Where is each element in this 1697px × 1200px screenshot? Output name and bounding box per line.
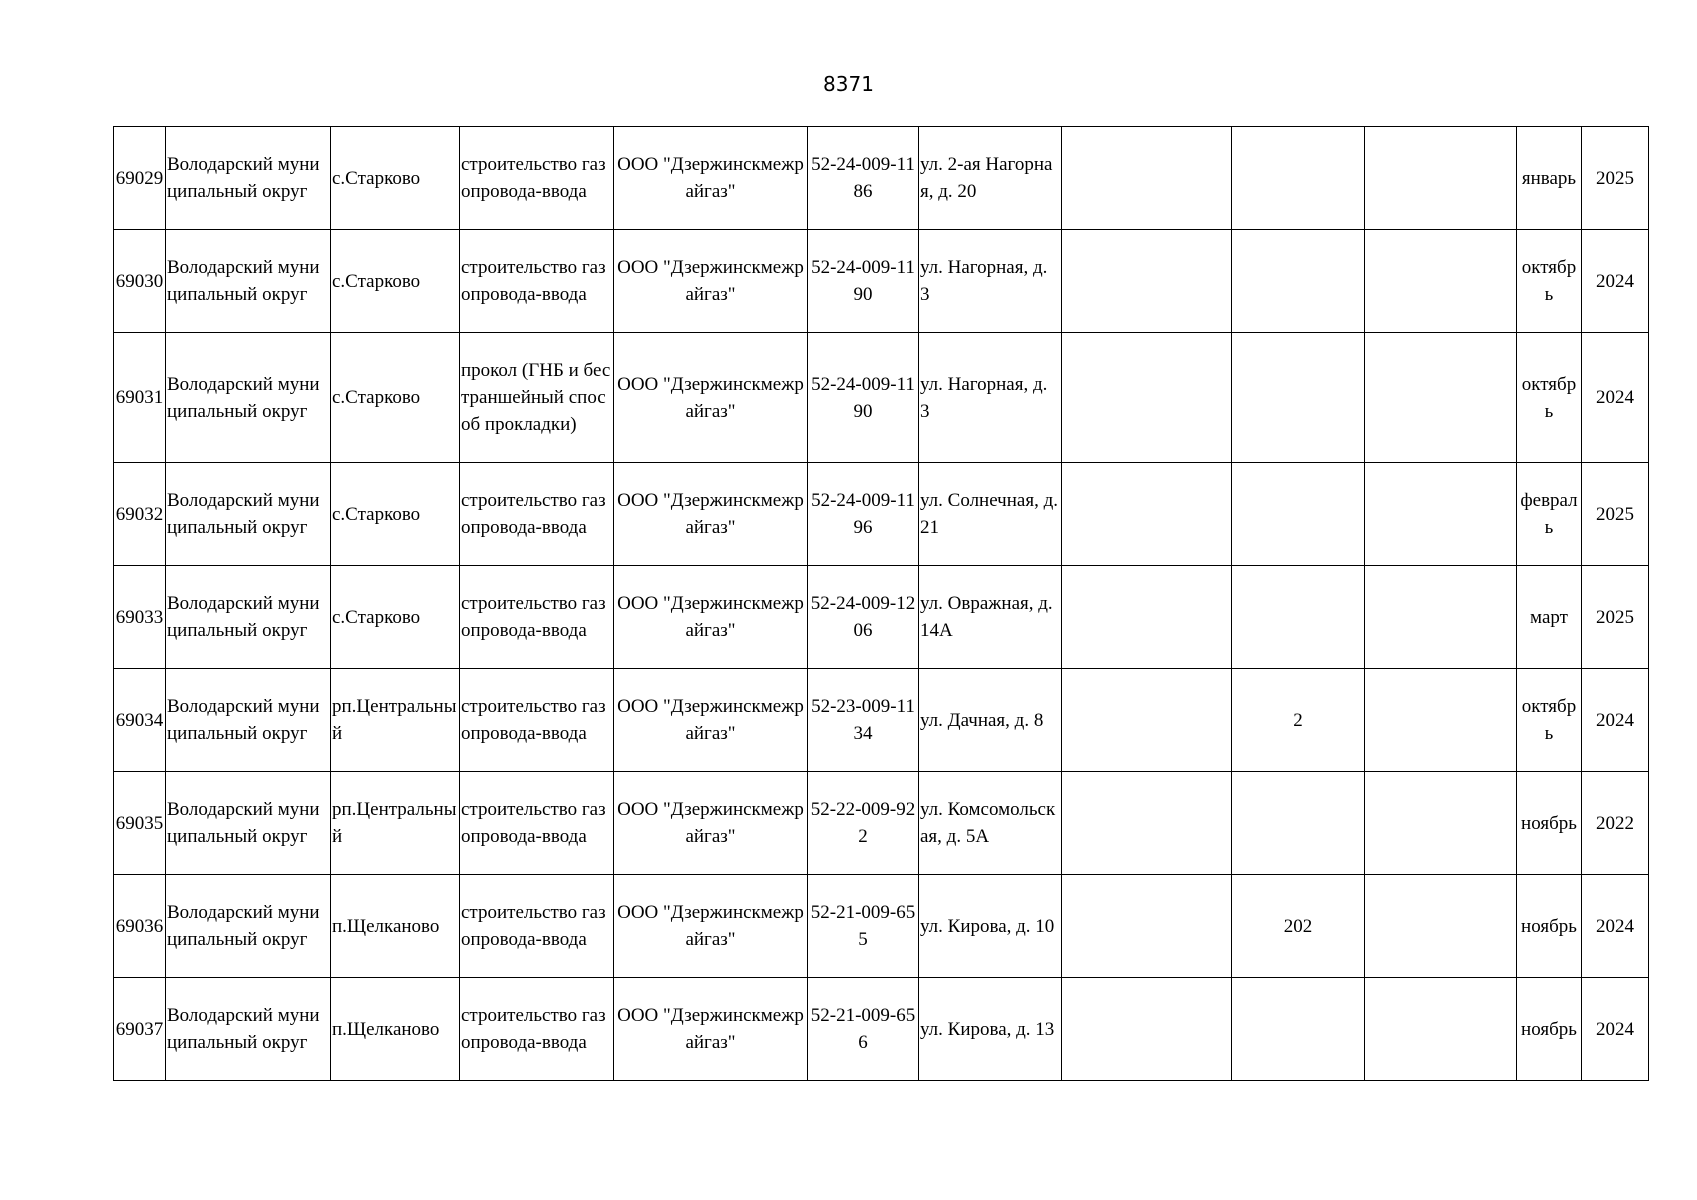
month-cell: ноябрь (1517, 772, 1582, 875)
empty-cell (1365, 978, 1517, 1081)
organization-cell: ООО "Дзержинскмежрайгаз" (614, 333, 808, 463)
organization-cell: ООО "Дзержинскмежрайгаз" (614, 127, 808, 230)
district-cell: Володарский муниципальный округ (166, 566, 331, 669)
value-cell: 2 (1232, 669, 1365, 772)
empty-cell (1365, 127, 1517, 230)
year-cell: 2024 (1582, 230, 1649, 333)
address-cell: ул. Дачная, д. 8 (919, 669, 1062, 772)
value-cell (1232, 978, 1365, 1081)
work-type-cell: строительство газопровода-ввода (460, 463, 614, 566)
page-number: 8371 (823, 72, 874, 96)
table-row (114, 463, 1649, 566)
settlement-cell: с.Старково (331, 333, 460, 463)
month-cell: ноябрь (1517, 875, 1582, 978)
table-row (114, 875, 1649, 978)
work-type-cell: строительство газопровода-ввода (460, 566, 614, 669)
month-cell: январь (1517, 127, 1582, 230)
empty-cell (1062, 669, 1232, 772)
organization-cell: ООО "Дзержинскмежрайгаз" (614, 875, 808, 978)
district-cell: Володарский муниципальный округ (166, 978, 331, 1081)
value-cell (1232, 333, 1365, 463)
settlement-cell: рп.Центральный (331, 669, 460, 772)
settlement-cell: с.Старково (331, 566, 460, 669)
settlement-cell: с.Старково (331, 230, 460, 333)
organization-cell: ООО "Дзержинскмежрайгаз" (614, 978, 808, 1081)
row-number: 69031 (114, 333, 166, 463)
organization-cell: ООО "Дзержинскмежрайгаз" (614, 463, 808, 566)
year-cell: 2025 (1582, 566, 1649, 669)
object-code-cell: 52-21-009-656 (808, 978, 919, 1081)
year-cell: 2025 (1582, 463, 1649, 566)
value-cell (1232, 772, 1365, 875)
table-row (114, 669, 1649, 772)
object-code-cell: 52-22-009-922 (808, 772, 919, 875)
settlement-cell: п.Щелканово (331, 875, 460, 978)
address-cell: ул. 2-ая Нагорная, д. 20 (919, 127, 1062, 230)
work-type-cell: строительство газопровода-ввода (460, 772, 614, 875)
gas-pipeline-registry-table (113, 126, 1649, 1081)
object-code-cell: 52-21-009-655 (808, 875, 919, 978)
work-type-cell: строительство газопровода-ввода (460, 230, 614, 333)
empty-cell (1365, 772, 1517, 875)
empty-cell (1062, 333, 1232, 463)
organization-cell: ООО "Дзержинскмежрайгаз" (614, 772, 808, 875)
month-cell: февраль (1517, 463, 1582, 566)
work-type-cell: прокол (ГНБ и бестраншейный способ прокладки) (460, 333, 614, 463)
empty-cell (1062, 978, 1232, 1081)
row-number: 69037 (114, 978, 166, 1081)
year-cell: 2024 (1582, 333, 1649, 463)
settlement-cell: с.Старково (331, 127, 460, 230)
table-row (114, 978, 1649, 1081)
table-row (114, 127, 1649, 230)
work-type-cell: строительство газопровода-ввода (460, 875, 614, 978)
address-cell: ул. Овражная, д. 14А (919, 566, 1062, 669)
year-cell: 2022 (1582, 772, 1649, 875)
district-cell: Володарский муниципальный округ (166, 772, 331, 875)
empty-cell (1062, 566, 1232, 669)
organization-cell: ООО "Дзержинскмежрайгаз" (614, 669, 808, 772)
district-cell: Володарский муниципальный округ (166, 127, 331, 230)
object-code-cell: 52-24-009-1206 (808, 566, 919, 669)
settlement-cell: п.Щелканово (331, 978, 460, 1081)
month-cell: март (1517, 566, 1582, 669)
address-cell: ул. Нагорная, д. 3 (919, 230, 1062, 333)
empty-cell (1365, 566, 1517, 669)
row-number: 69036 (114, 875, 166, 978)
object-code-cell: 52-24-009-1190 (808, 230, 919, 333)
object-code-cell: 52-24-009-1186 (808, 127, 919, 230)
empty-cell (1365, 463, 1517, 566)
month-cell: октябрь (1517, 669, 1582, 772)
address-cell: ул. Солнечная, д. 21 (919, 463, 1062, 566)
object-code-cell: 52-24-009-1190 (808, 333, 919, 463)
empty-cell (1365, 230, 1517, 333)
district-cell: Володарский муниципальный округ (166, 333, 331, 463)
empty-cell (1062, 127, 1232, 230)
row-number: 69029 (114, 127, 166, 230)
object-code-cell: 52-24-009-1196 (808, 463, 919, 566)
table-row (114, 333, 1649, 463)
year-cell: 2024 (1582, 978, 1649, 1081)
year-cell: 2025 (1582, 127, 1649, 230)
district-cell: Володарский муниципальный округ (166, 463, 331, 566)
address-cell: ул. Кирова, д. 13 (919, 978, 1062, 1081)
work-type-cell: строительство газопровода-ввода (460, 669, 614, 772)
row-number: 69032 (114, 463, 166, 566)
table-body (114, 127, 1649, 1081)
month-cell: ноябрь (1517, 978, 1582, 1081)
organization-cell: ООО "Дзержинскмежрайгаз" (614, 566, 808, 669)
month-cell: октябрь (1517, 333, 1582, 463)
table-row (114, 230, 1649, 333)
address-cell: ул. Нагорная, д. 3 (919, 333, 1062, 463)
value-cell (1232, 566, 1365, 669)
organization-cell: ООО "Дзержинскмежрайгаз" (614, 230, 808, 333)
empty-cell (1062, 875, 1232, 978)
month-cell: октябрь (1517, 230, 1582, 333)
empty-cell (1062, 230, 1232, 333)
district-cell: Володарский муниципальный округ (166, 669, 331, 772)
empty-cell (1062, 463, 1232, 566)
row-number: 69030 (114, 230, 166, 333)
object-code-cell: 52-23-009-1134 (808, 669, 919, 772)
row-number: 69034 (114, 669, 166, 772)
value-cell: 202 (1232, 875, 1365, 978)
row-number: 69035 (114, 772, 166, 875)
table-row (114, 772, 1649, 875)
settlement-cell: рп.Центральный (331, 772, 460, 875)
year-cell: 2024 (1582, 875, 1649, 978)
address-cell: ул. Комсомольская, д. 5А (919, 772, 1062, 875)
empty-cell (1365, 669, 1517, 772)
row-number: 69033 (114, 566, 166, 669)
value-cell (1232, 127, 1365, 230)
address-cell: ул. Кирова, д. 10 (919, 875, 1062, 978)
value-cell (1232, 230, 1365, 333)
table-row (114, 566, 1649, 669)
empty-cell (1062, 772, 1232, 875)
work-type-cell: строительство газопровода-ввода (460, 978, 614, 1081)
work-type-cell: строительство газопровода-ввода (460, 127, 614, 230)
empty-cell (1365, 875, 1517, 978)
district-cell: Володарский муниципальный округ (166, 875, 331, 978)
value-cell (1232, 463, 1365, 566)
settlement-cell: с.Старково (331, 463, 460, 566)
year-cell: 2024 (1582, 669, 1649, 772)
district-cell: Володарский муниципальный округ (166, 230, 331, 333)
empty-cell (1365, 333, 1517, 463)
